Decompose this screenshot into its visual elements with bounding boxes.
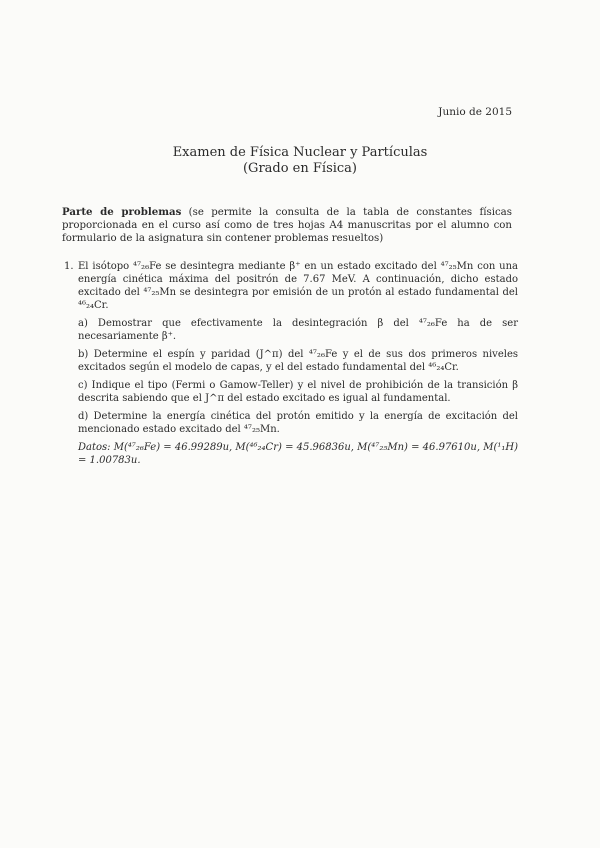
exam-date: Junio de 2015 (438, 106, 512, 118)
instructions-text: (se permite la consulta de la tabla de constantes físicas proporcionada en el curso así como de tres hojas A4 manuscritas por el alumno con formulario de la asignatura sin contener problemas resueltos) (62, 207, 512, 244)
question-c: c) Indique el tipo (Fermi o Gamow-Teller) y el nivel de prohibición de la transición β descrita sabiendo que el J^π del estado excitado es igual al fundamental. (78, 380, 518, 404)
instructions-heading: Parte de problemas (62, 206, 182, 218)
question-b: b) Determine el espín y paridad (J^π) del ⁴⁷₂₆Fe y el de sus dos primeros niveles excitados según el modelo de capas, y el del estado fundamental del ⁴⁶₂₄Cr. (78, 349, 518, 373)
title-line-1: Examen de Física Nuclear y Partículas (172, 145, 428, 160)
exam-title (0, 145, 600, 177)
data-given: Datos: M(⁴⁷₂₆Fe) = 46.99289u, M(⁴⁶₂₄Cr) = 45.96836u, M(⁴⁷₂₅Mn) = 46.97610u, M(¹₁H) = 1.00783u. (78, 442, 518, 466)
problem-statement: El isótopo ⁴⁷₂₆Fe se desintegra mediante β⁺ en un estado excitado del ⁴⁷₂₅Mn con una energía cinética máxima del positrón de 7.67 MeV. A continuación, dicho estado excitado del ⁴⁷₂₅Mn se desintegra por emisión de un protón al estado fundamental del ⁴⁶₂₄Cr. (78, 261, 518, 311)
question-d: d) Determine la energía cinética del protón emitido y la energía de excitación del mencionado estado excitado del ⁴⁷₂₅Mn. (78, 411, 518, 435)
title-line-2: (Grado en Física) (242, 161, 357, 176)
instructions-paragraph (62, 206, 512, 245)
question-a: a) Demostrar que efectivamente la desintegración β del ⁴⁷₂₆Fe ha de ser necesariamente β⁺. (78, 318, 518, 342)
problem-number: 1. (64, 261, 74, 272)
problem-1 (64, 260, 518, 472)
